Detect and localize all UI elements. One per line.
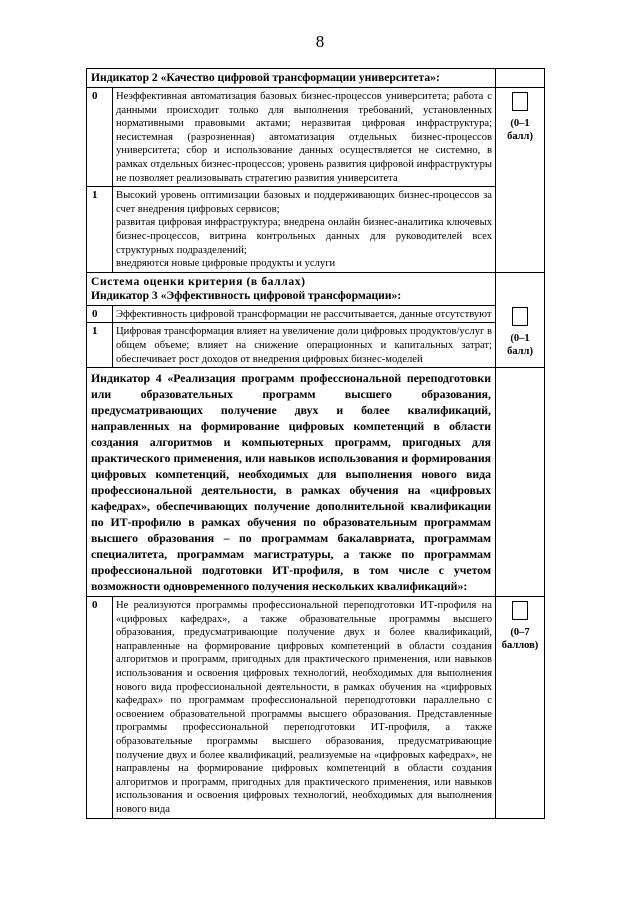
- indicator4-header-score-cell: [496, 368, 545, 597]
- indicator4-row-0: [87, 597, 545, 819]
- indicator2-score: (0–1 балл): [507, 118, 533, 142]
- system-title: Система оценки критерия (в баллах): [91, 274, 306, 288]
- indicator4-title: Индикатор 4 «Реализация программ профессиональной переподготовки или образовательных программ высшего образования, предусматривающих получение двух и более квалификаций, направленных на формирование цифровых компетенций в области создания алгоритмов и компьютерных программ, пригодных для практического применения, или навыков использования и формирования цифровых компетенций, необходимых для выполнения нового вида профессиональной деятельности, в рамках обучения на «цифровых кафедрах», обеспечивающих получение дополнительной квалификации по ИТ-профилю в рамках обучения по образовательным программам высшего образования – по программам бакалавриата, программам специалитета, программам магистратуры, а также по программам профессиональной подготовки ИТ-профиля, в том числе с учетом возможности одновременного получения нескольких квалификаций»:: [87, 368, 496, 597]
- system-header: [87, 272, 496, 305]
- indicator4-score: (0–7 баллов): [501, 627, 539, 652]
- indicator2-row-1: [87, 187, 545, 273]
- indicator3-row0-num: 0: [87, 305, 113, 323]
- indicator2-row1-text: [113, 187, 496, 273]
- indicator3-row0-text: Эффективность цифровой трансформации не рассчитывается, данные отсутствуют: [113, 305, 496, 323]
- indicator3-title: Индикатор 3 «Эффективность цифровой трансформации»:: [91, 288, 402, 302]
- system-header-row: [87, 272, 545, 305]
- indicator4-row0-text: Не реализуются программы профессиональной переподготовки ИТ-профиля на «цифровых кафедрах», а также образовательные программы высшего образования, предусматривающие получение двух и более квалификаций, направленные на формирование цифровых компетенций в области создания алгоритмов и программ, пригодных для практического применения, или навыков использования и освоения цифровых технологий, необходимых для выполнения нового вида профессиональной деятельности, в рамках обучения на «цифровых кафедрах» по программам профессиональной переподготовки параллельно с освоением образовательной программы высшего образования. Представленные программы профессиональной переподготовки ИТ-профиля, а также образовательные программы высшего образования, предусматривающие получение двух и более квалификаций, реализуемые на «цифровых кафедрах», не направлены на формирование цифровых компетенций в области создания алгоритмов и программ, пригодных для практического применения, или навыков использования и освоения цифровых технологий, необходимых для выполнения нового вида: [113, 597, 496, 819]
- page-number: 8: [315, 32, 325, 51]
- indicator3-row-1: [87, 323, 545, 368]
- criteria-table: [86, 68, 545, 819]
- indicator2-header-row: [87, 69, 545, 88]
- checkbox-icon: [512, 92, 528, 111]
- indicator3-score: (0–1 балл): [507, 333, 533, 358]
- indicator3-score-cell: [496, 305, 545, 367]
- indicator3-row1-text: Цифровая трансформация влияет на увеличение доли цифровых продуктов/услуг в общем объеме; влияет на снижение операционных и капитальных затрат; обеспечивает рост доходов от внедрения цифровых бизнес-моделей: [113, 323, 496, 368]
- indicator2-header-score-cell: [496, 69, 545, 88]
- checkbox-icon: [512, 601, 528, 620]
- checkbox-icon: [512, 307, 528, 326]
- indicator2-row0-text: Неэффективная автоматизация базовых бизнес-процессов университета; работа с данными происходит только для выполнения требований, установленных нормативными правовыми актами; неразвитая цифровая инфраструктура; несистемная (разрозненная) автоматизация отдельных бизнес-процессов университета; сбор и использование данных осуществляется не системно, в рамках отдельных бизнес-процессов; уровень развития цифровой инфраструктуры не позволяет реализовывать стратегию развития университета: [113, 88, 496, 187]
- indicator2-score-cell: [496, 88, 545, 273]
- indicator4-row0-num: 0: [87, 597, 113, 819]
- indicator2-row-0: [87, 88, 545, 187]
- indicator2-row1-line: Высокий уровень оптимизации базовых и поддерживающих бизнес-процессов за счет внедрения цифровых сервисов;: [116, 190, 493, 215]
- indicator3-row-0: [87, 305, 545, 323]
- indicator4-score-cell: [496, 597, 545, 819]
- indicator2-title: Индикатор 2 «Качество цифровой трансформации университета»:: [87, 69, 496, 88]
- indicator2-row1-num: 1: [87, 187, 113, 273]
- system-header-score-cell: [496, 272, 545, 305]
- indicator2-row0-num: 0: [87, 88, 113, 187]
- indicator2-row1-line: развитая цифровая инфраструктура; внедрена онлайн бизнес-аналитика ключевых бизнес-процессов, витрина контрольных данных для руководителей всех структурных подразделений;: [116, 217, 493, 256]
- indicator3-row1-num: 1: [87, 323, 113, 368]
- indicator4-header-row: [87, 368, 545, 597]
- indicator2-row1-line: внедряются новые цифровые продукты и услуги: [116, 258, 336, 270]
